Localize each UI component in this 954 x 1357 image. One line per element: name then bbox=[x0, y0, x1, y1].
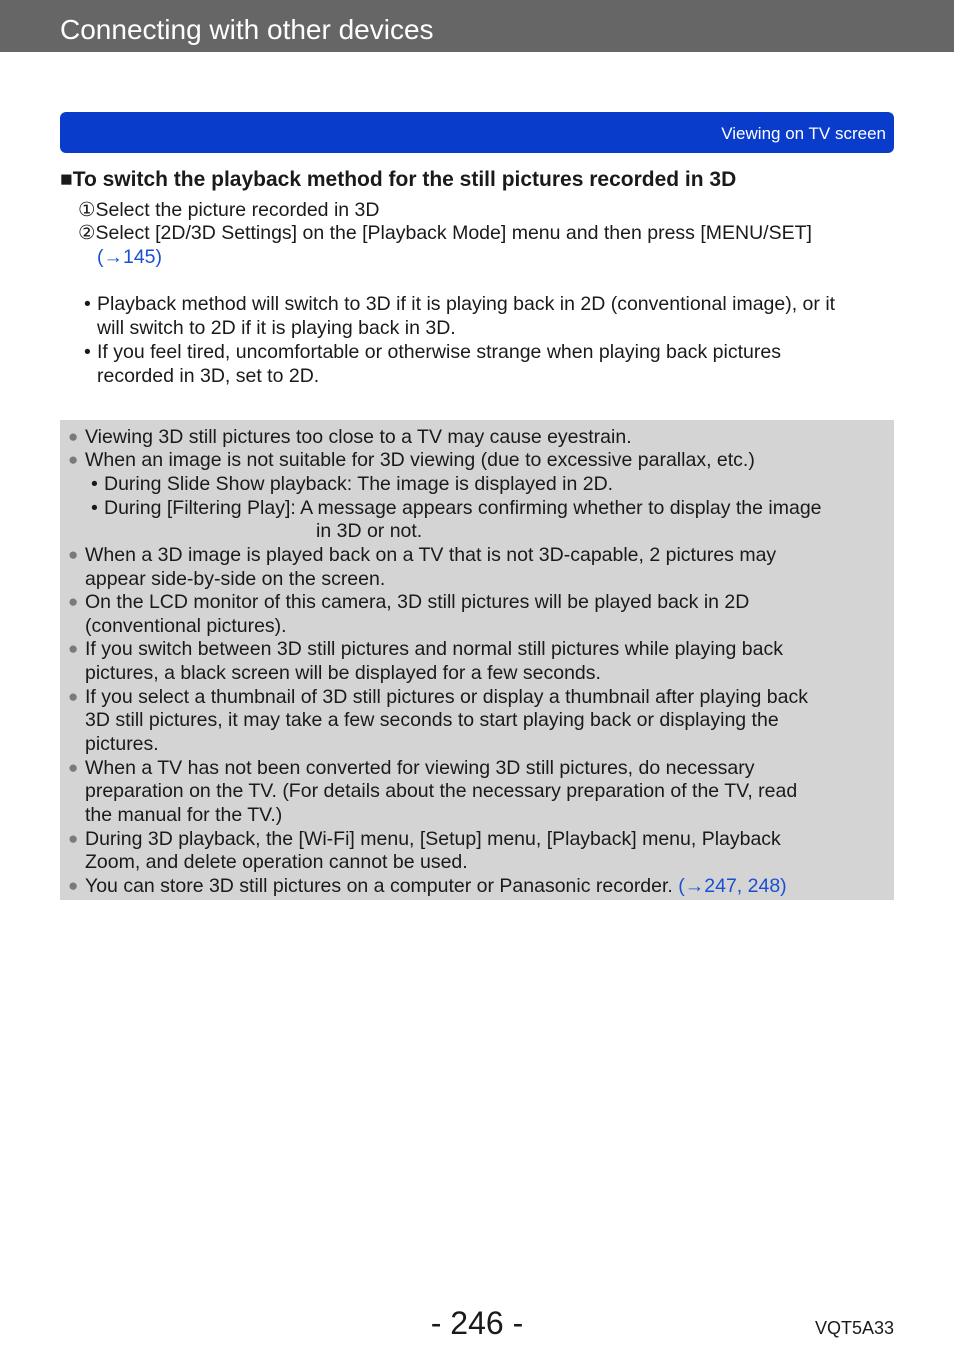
bullet-line: Playback method will switch to 3D if it is playing back in 2D (conventional image), or it bbox=[97, 293, 836, 315]
note-line: pictures, a black screen will be displayed for a few seconds. bbox=[85, 662, 601, 684]
note-line: If you select a thumbnail of 3D still pictures or display a thumbnail after playing back bbox=[85, 686, 808, 708]
bullet-line: recorded in 3D, set to 2D. bbox=[97, 365, 320, 387]
note-dot-icon: ● bbox=[68, 427, 79, 446]
note-sub-line: During [Filtering Play]: A message appears confirming whether to display the image bbox=[104, 497, 822, 519]
document-code: VQT5A33 bbox=[814, 1318, 894, 1338]
note-line: the manual for the TV.) bbox=[85, 804, 283, 826]
section-bar bbox=[60, 112, 894, 153]
note-line: When a TV has not been converted for viewing 3D still pictures, do necessary bbox=[85, 757, 755, 779]
step-text: Select the picture recorded in 3D bbox=[95, 199, 380, 221]
note-text: You can store 3D still pictures on a computer or Panasonic recorder. bbox=[85, 875, 679, 897]
step-text: Select [2D/3D Settings] on the [Playback Mode] menu and then press [MENU/SET] bbox=[95, 222, 812, 244]
note-line: 3D still pictures, it may take a few seconds to start playing back or displaying the bbox=[85, 709, 779, 731]
note-line: If you switch between 3D still pictures and normal still pictures while playing back bbox=[85, 638, 783, 660]
note-dot-icon: ● bbox=[68, 829, 79, 848]
note-dot-icon: ● bbox=[68, 545, 79, 564]
note-dot-icon: ● bbox=[68, 758, 79, 777]
circled-one-icon: ① bbox=[78, 199, 96, 221]
note-line: When an image is not suitable for 3D viewing (due to excessive parallax, etc.) bbox=[85, 449, 755, 471]
note-dot-icon: ● bbox=[68, 450, 79, 469]
note-dot-icon: ● bbox=[68, 639, 79, 658]
note-sub-line: in 3D or not. bbox=[316, 520, 423, 542]
note-dot-icon: ● bbox=[68, 687, 79, 706]
note-line: (conventional pictures). bbox=[85, 615, 287, 637]
note-line: preparation on the TV. (For details about the necessary preparation of the TV, read bbox=[85, 780, 798, 802]
page-number: - 246 - bbox=[430, 1305, 524, 1341]
note-line: Viewing 3D still pictures too close to a TV may cause eyestrain. bbox=[85, 426, 632, 448]
note-line bbox=[85, 874, 787, 898]
note-dot-icon: ● bbox=[68, 876, 79, 895]
note-line: On the LCD monitor of this camera, 3D still pictures will be played back in 2D bbox=[85, 591, 750, 613]
bullet-marker: • bbox=[84, 341, 91, 363]
step-1 bbox=[78, 198, 379, 222]
bullet-marker: • bbox=[84, 293, 91, 315]
step-2 bbox=[78, 221, 812, 245]
bullet-line: will switch to 2D if it is playing back in 3D. bbox=[97, 317, 456, 339]
section-label: Viewing on TV screen bbox=[721, 124, 886, 143]
note-line: pictures. bbox=[85, 733, 159, 755]
page-link-247-248[interactable]: (→247, 248) bbox=[678, 875, 787, 897]
section-heading bbox=[60, 167, 736, 193]
page-link-145[interactable]: (→145) bbox=[97, 246, 163, 268]
note-sub-line: During Slide Show playback: The image is displayed in 2D. bbox=[104, 473, 614, 495]
note-line: appear side-by-side on the screen. bbox=[85, 568, 386, 590]
chapter-title: Connecting with other devices bbox=[60, 14, 434, 45]
square-marker-icon: ■ bbox=[60, 168, 73, 191]
note-line: During 3D playback, the [Wi-Fi] menu, [Setup] menu, [Playback] menu, Playback bbox=[85, 828, 781, 850]
sub-bullet-marker: • bbox=[91, 497, 98, 519]
note-line: Zoom, and delete operation cannot be used. bbox=[85, 851, 468, 873]
note-dot-icon: ● bbox=[68, 592, 79, 611]
sub-bullet-marker: • bbox=[91, 473, 98, 495]
header-bar bbox=[0, 0, 954, 52]
note-line: When a 3D image is played back on a TV that is not 3D-capable, 2 pictures may bbox=[85, 544, 777, 566]
bullet-line: If you feel tired, uncomfortable or otherwise strange when playing back pictures bbox=[97, 341, 781, 363]
circled-two-icon: ② bbox=[78, 222, 96, 244]
heading-text: To switch the playback method for the still pictures recorded in 3D bbox=[72, 168, 737, 191]
